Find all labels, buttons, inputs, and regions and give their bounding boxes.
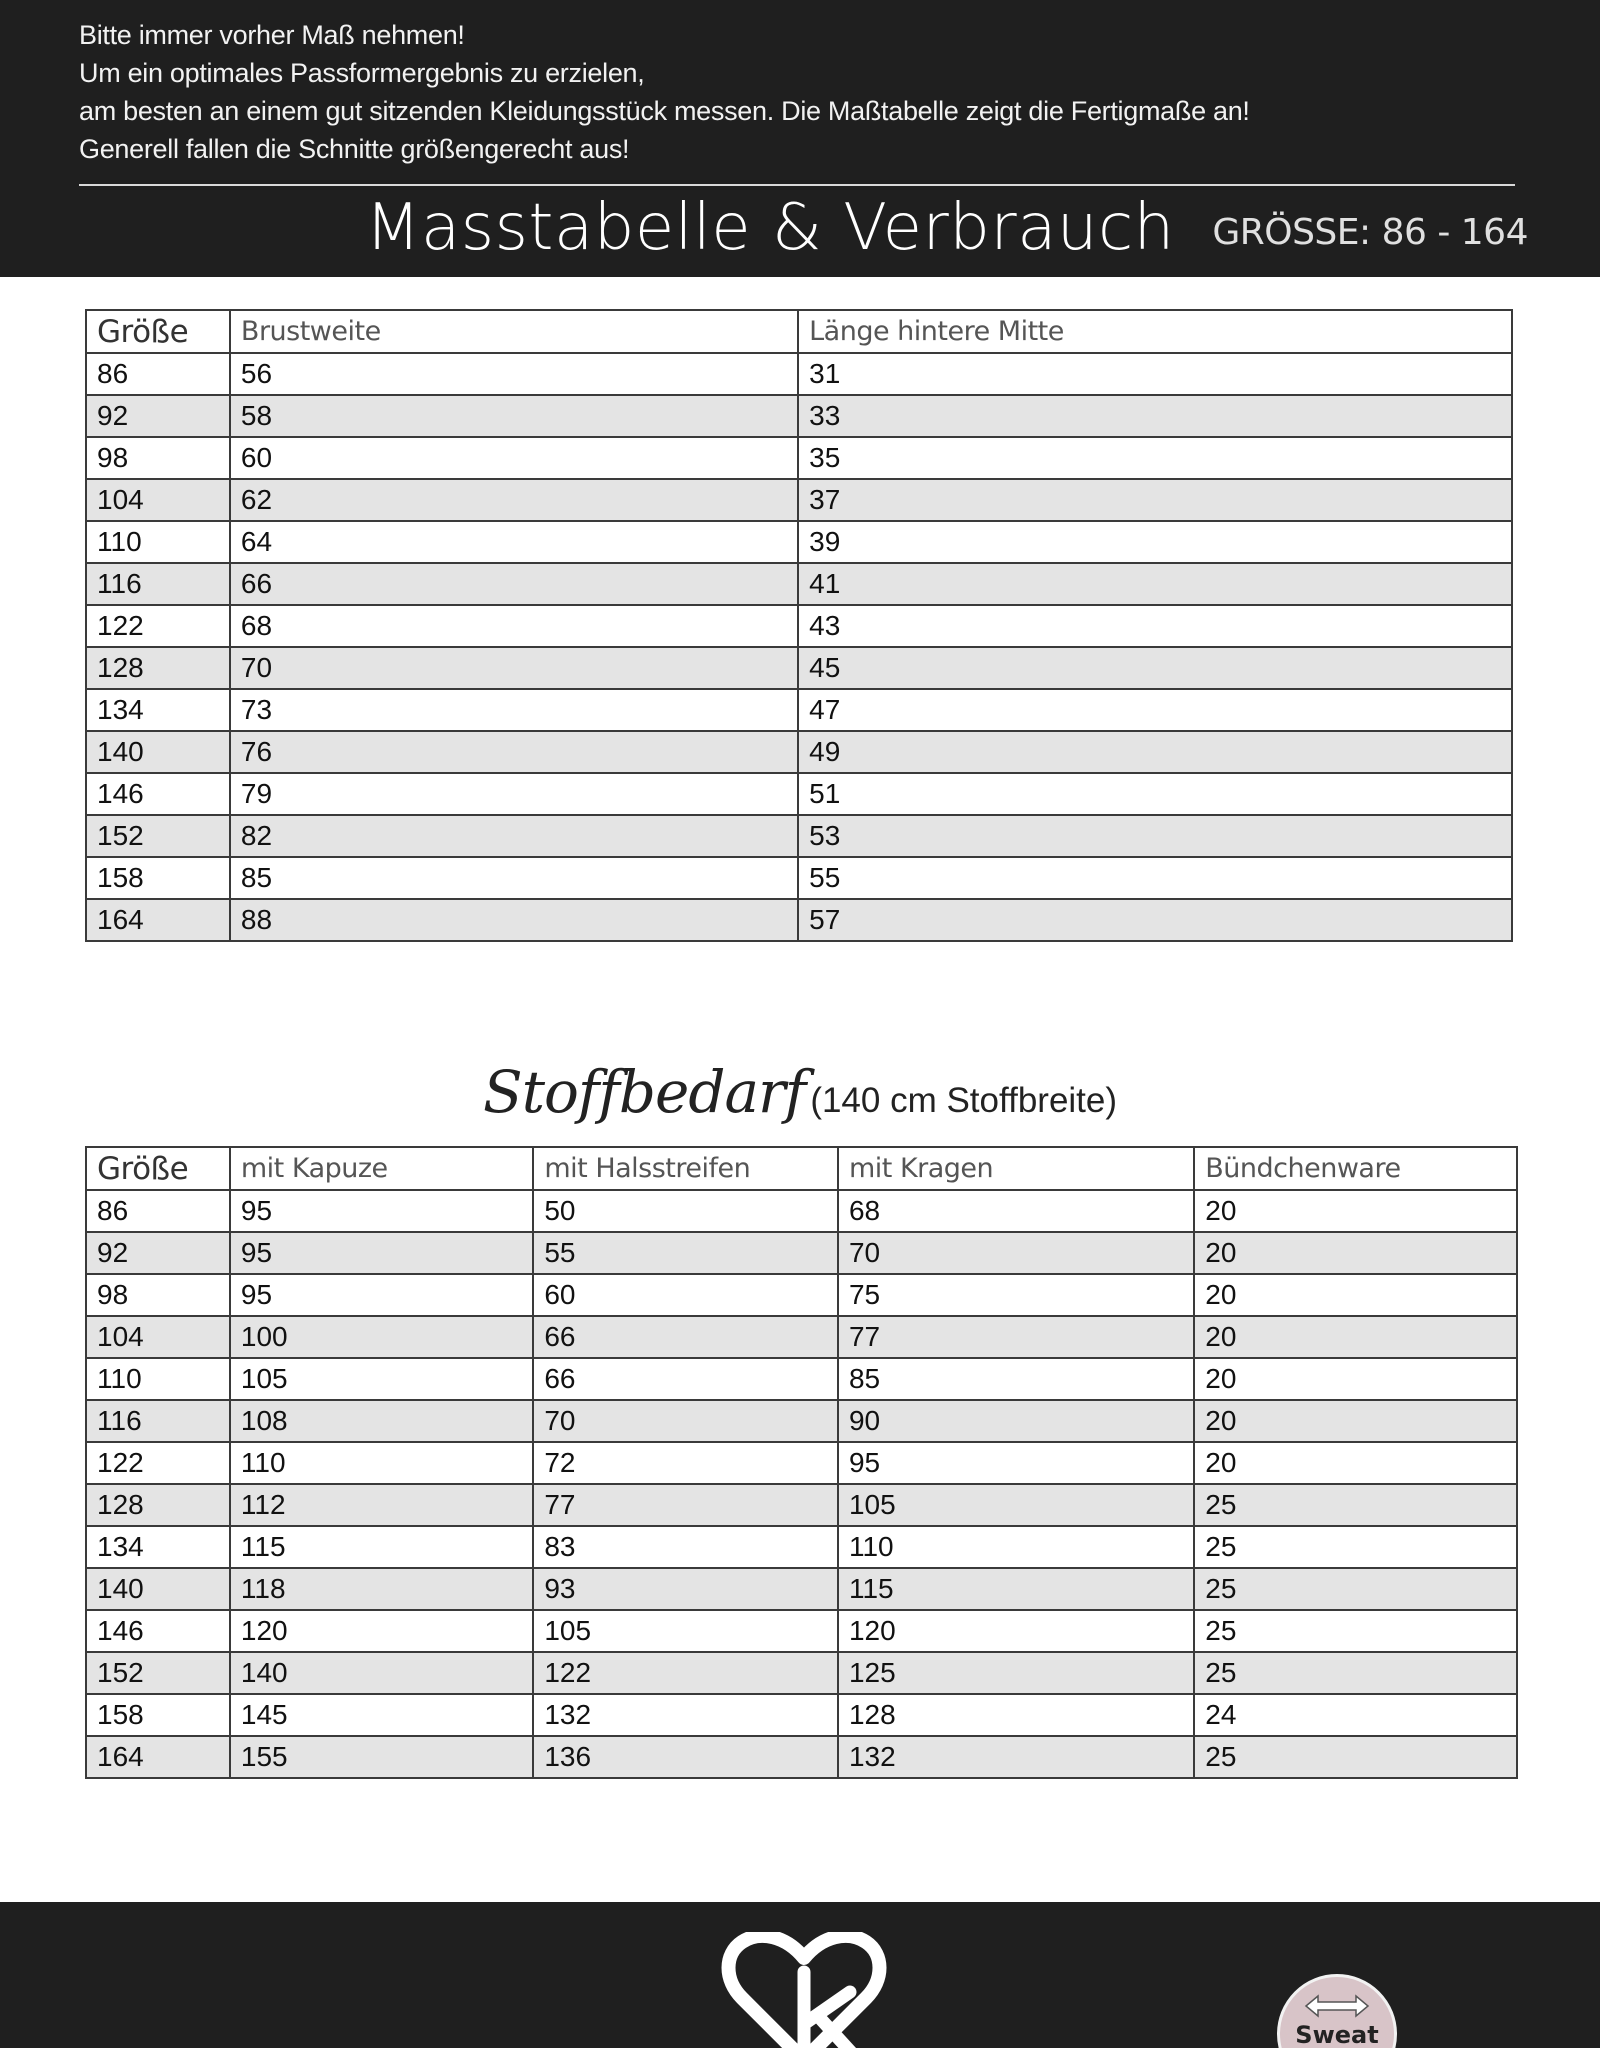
table-cell: 20 [1194,1190,1517,1232]
table-cell: 45 [798,647,1512,689]
table-cell: 164 [86,1736,230,1778]
table-row [86,605,1512,647]
table-cell: 43 [798,605,1512,647]
table-cell: 122 [86,1442,230,1484]
table-cell: 132 [838,1736,1194,1778]
table-header-row [86,310,1512,353]
fabric-table [85,1146,1518,1779]
table-cell: 118 [230,1568,533,1610]
column-header: mit Halsstreifen [533,1147,838,1190]
table-cell: 92 [86,1232,230,1274]
heart-k-logo-icon [720,1932,888,2048]
table-row [86,689,1512,731]
table-cell: 68 [838,1190,1194,1232]
table-row [86,1190,1517,1232]
table-cell: 90 [838,1400,1194,1442]
table-cell: 20 [1194,1274,1517,1316]
table-cell: 37 [798,479,1512,521]
table-cell: 86 [86,1190,230,1232]
table-cell: 145 [230,1694,533,1736]
table-row [86,647,1512,689]
column-header: Brustweite [230,310,798,353]
table-cell: 25 [1194,1652,1517,1694]
table-row [86,395,1512,437]
table-cell: 158 [86,1694,230,1736]
column-header: Bündchenware [1194,1147,1517,1190]
fabric-title: Stoffbedarf [482,1058,806,1126]
table-cell: 128 [86,647,230,689]
table-cell: 93 [533,1568,838,1610]
table-cell: 72 [533,1442,838,1484]
table-cell: 51 [798,773,1512,815]
table-cell: 77 [838,1316,1194,1358]
table-cell: 110 [230,1442,533,1484]
table-cell: 20 [1194,1400,1517,1442]
table-cell: 104 [86,479,230,521]
table-row [86,1736,1517,1778]
table-cell: 122 [533,1652,838,1694]
table-cell: 70 [230,647,798,689]
table-cell: 60 [533,1274,838,1316]
column-header: mit Kapuze [230,1147,533,1190]
table-cell: 95 [230,1274,533,1316]
table-row [86,857,1512,899]
table-cell: 108 [230,1400,533,1442]
table-cell: 20 [1194,1442,1517,1484]
table-cell: 20 [1194,1232,1517,1274]
fabric-section-title [0,1058,1600,1126]
table-cell: 64 [230,521,798,563]
note-line: Um ein optimales Passformergebnis zu erzielen, [79,58,645,88]
table-cell: 105 [838,1484,1194,1526]
table-cell: 152 [86,1652,230,1694]
table-cell: 95 [230,1232,533,1274]
table-cell: 125 [838,1652,1194,1694]
table-cell: 76 [230,731,798,773]
table-cell: 95 [838,1442,1194,1484]
page-title: Masstabelle & Verbrauch [365,191,1175,265]
table-cell: 25 [1194,1736,1517,1778]
table-cell: 105 [230,1358,533,1400]
table-cell: 140 [86,731,230,773]
table-cell: 41 [798,563,1512,605]
table-cell: 116 [86,1400,230,1442]
table-cell: 73 [230,689,798,731]
table-cell: 39 [798,521,1512,563]
table-cell: 82 [230,815,798,857]
table-row [86,1526,1517,1568]
table-cell: 56 [230,353,798,395]
table-cell: 110 [86,521,230,563]
table-cell: 152 [86,815,230,857]
table-row [86,815,1512,857]
table-row [86,479,1512,521]
table-cell: 20 [1194,1316,1517,1358]
table-cell: 128 [838,1694,1194,1736]
table-row [86,1232,1517,1274]
table-cell: 88 [230,899,798,941]
table-cell: 155 [230,1736,533,1778]
measurements-table [85,309,1513,942]
table-row [86,1442,1517,1484]
table-cell: 66 [533,1316,838,1358]
table-cell: 120 [838,1610,1194,1652]
table-cell: 158 [86,857,230,899]
table-cell: 25 [1194,1526,1517,1568]
table-cell: 95 [230,1190,533,1232]
table-cell: 132 [533,1694,838,1736]
table-cell: 128 [86,1484,230,1526]
table-cell: 104 [86,1316,230,1358]
table-cell: 25 [1194,1568,1517,1610]
size-range: GRÖSSE: 86 - 164 [1212,212,1528,253]
table-row [86,1484,1517,1526]
table-cell: 70 [838,1232,1194,1274]
table-row [86,353,1512,395]
table-cell: 85 [838,1358,1194,1400]
table-cell: 112 [230,1484,533,1526]
table-cell: 98 [86,1274,230,1316]
table-row [86,1568,1517,1610]
table-row [86,437,1512,479]
table-row [86,731,1512,773]
measuring-notes [79,16,1519,168]
table-row [86,1274,1517,1316]
table-cell: 31 [798,353,1512,395]
note-line: Generell fallen die Schnitte größengerecht aus! [79,134,630,164]
table-row [86,1400,1517,1442]
table-row [86,773,1512,815]
table-cell: 75 [838,1274,1194,1316]
table-cell: 110 [86,1358,230,1400]
table-cell: 86 [86,353,230,395]
table-cell: 79 [230,773,798,815]
table-cell: 83 [533,1526,838,1568]
table-cell: 55 [533,1232,838,1274]
column-header: Länge hintere Mitte [798,310,1512,353]
table-cell: 24 [1194,1694,1517,1736]
table-row [86,521,1512,563]
table-cell: 25 [1194,1484,1517,1526]
note-line: am besten an einem gut sitzenden Kleidungsstück messen. Die Maßtabelle zeigt die Fertigmaße an! [79,96,1250,126]
table-cell: 136 [533,1736,838,1778]
table-cell: 58 [230,395,798,437]
column-header: mit Kragen [838,1147,1194,1190]
table-cell: 60 [230,437,798,479]
table-cell: 70 [533,1400,838,1442]
table-cell: 25 [1194,1610,1517,1652]
table-cell: 116 [86,563,230,605]
table-cell: 146 [86,1610,230,1652]
column-header: Größe [86,1147,230,1190]
table-cell: 115 [230,1526,533,1568]
table-row [86,563,1512,605]
table-cell: 20 [1194,1358,1517,1400]
table-cell: 77 [533,1484,838,1526]
note-line: Bitte immer vorher Maß nehmen! [79,20,465,50]
table-header-row [86,1147,1517,1190]
table-cell: 66 [230,563,798,605]
table-cell: 92 [86,395,230,437]
table-row [86,1358,1517,1400]
table-cell: 47 [798,689,1512,731]
table-cell: 98 [86,437,230,479]
table-cell: 122 [86,605,230,647]
table-cell: 68 [230,605,798,647]
fabric-subtitle: (140 cm Stoffbreite) [810,1081,1118,1120]
table-cell: 115 [838,1568,1194,1610]
table-cell: 146 [86,773,230,815]
table-cell: 140 [230,1652,533,1694]
table-cell: 110 [838,1526,1194,1568]
table-row [86,1652,1517,1694]
badge-label: Sweat [1295,2021,1379,2048]
table-cell: 57 [798,899,1512,941]
column-header: Größe [86,310,230,353]
table-cell: 134 [86,1526,230,1568]
footer-banner [0,1902,1600,2048]
table-cell: 164 [86,899,230,941]
table-cell: 33 [798,395,1512,437]
table-row [86,1694,1517,1736]
sweat-badge [1277,1974,1397,2048]
table-cell: 100 [230,1316,533,1358]
divider [79,184,1515,186]
double-arrow-icon [1302,1991,1372,2021]
table-cell: 49 [798,731,1512,773]
table-cell: 85 [230,857,798,899]
header-banner [0,0,1600,277]
table-cell: 62 [230,479,798,521]
table-cell: 140 [86,1568,230,1610]
table-cell: 50 [533,1190,838,1232]
table-row [86,1610,1517,1652]
table-cell: 66 [533,1358,838,1400]
table-cell: 105 [533,1610,838,1652]
table-cell: 120 [230,1610,533,1652]
table-cell: 134 [86,689,230,731]
table-row [86,1316,1517,1358]
table-row [86,899,1512,941]
table-cell: 35 [798,437,1512,479]
table-cell: 53 [798,815,1512,857]
table-cell: 55 [798,857,1512,899]
